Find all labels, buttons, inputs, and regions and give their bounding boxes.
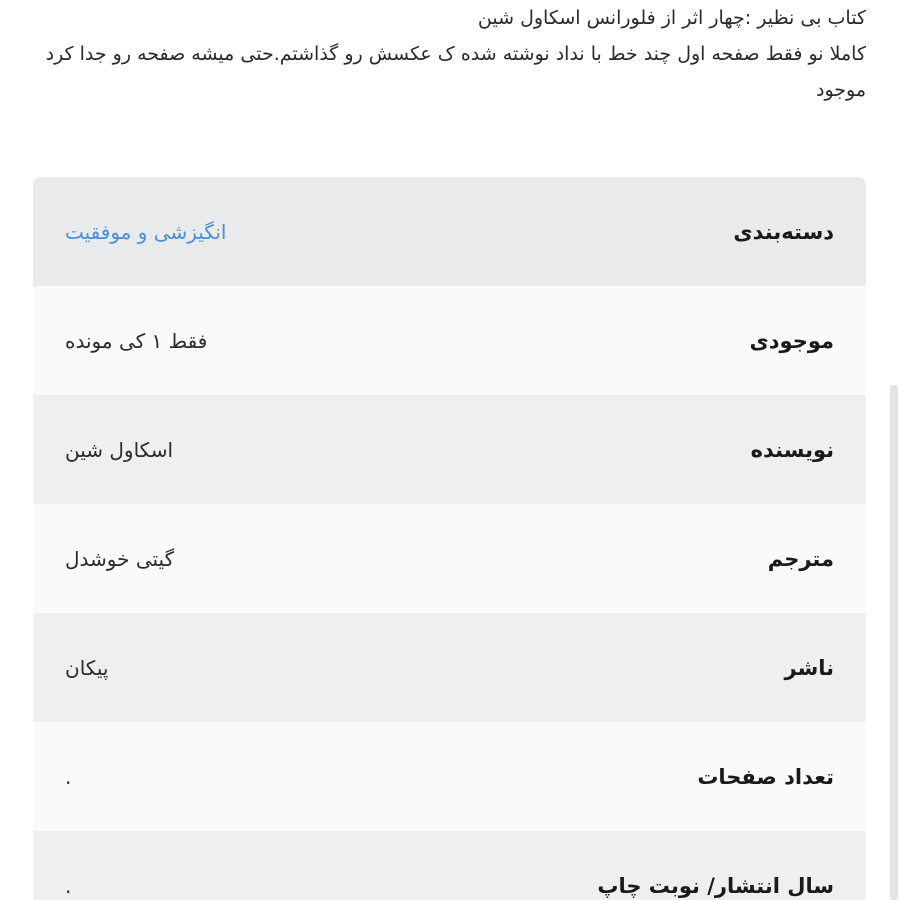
description-line: کاملا نو فقط صفحه اول چند خط با نداد نوشته شده ک عکسش رو گذاشتم.حتی میشه صفحه رو جدا کرد xyxy=(45,43,866,65)
specs-table xyxy=(33,177,866,900)
spec-label: ناشر xyxy=(784,655,834,680)
spec-row-category xyxy=(33,177,866,286)
spec-row-pages xyxy=(33,722,866,831)
scrollbar[interactable] xyxy=(890,385,898,900)
spec-label: سال انتشار/ نوبت چاپ xyxy=(597,873,834,898)
spec-value: . xyxy=(65,764,72,789)
spec-value: پیکان xyxy=(65,655,109,680)
spec-label: موجودی xyxy=(749,328,834,353)
spec-value: فقط ۱ کی مونده xyxy=(65,328,208,353)
spec-value: اسکاول شین xyxy=(65,437,174,462)
spec-label: نویسنده xyxy=(750,437,834,462)
spec-row-author xyxy=(33,395,866,504)
spec-value: . xyxy=(65,873,72,898)
description-line: کتاب بی نظیر :چهار اثر از فلورانس اسکاول شین xyxy=(477,7,866,29)
spec-label: دسته‌بندی xyxy=(733,219,834,244)
spec-label: مترجم xyxy=(767,546,834,571)
spec-label: تعداد صفحات xyxy=(697,764,834,789)
product-description xyxy=(40,0,866,108)
spec-value: گیتی خوشدل xyxy=(65,546,175,571)
spec-row-stock xyxy=(33,286,866,395)
spec-row-publisher xyxy=(33,613,866,722)
spec-row-translator xyxy=(33,504,866,613)
description-line: موجود xyxy=(815,79,866,101)
category-link[interactable]: انگیزشی و موفقیت xyxy=(65,219,227,244)
spec-row-publish-year xyxy=(33,831,866,900)
